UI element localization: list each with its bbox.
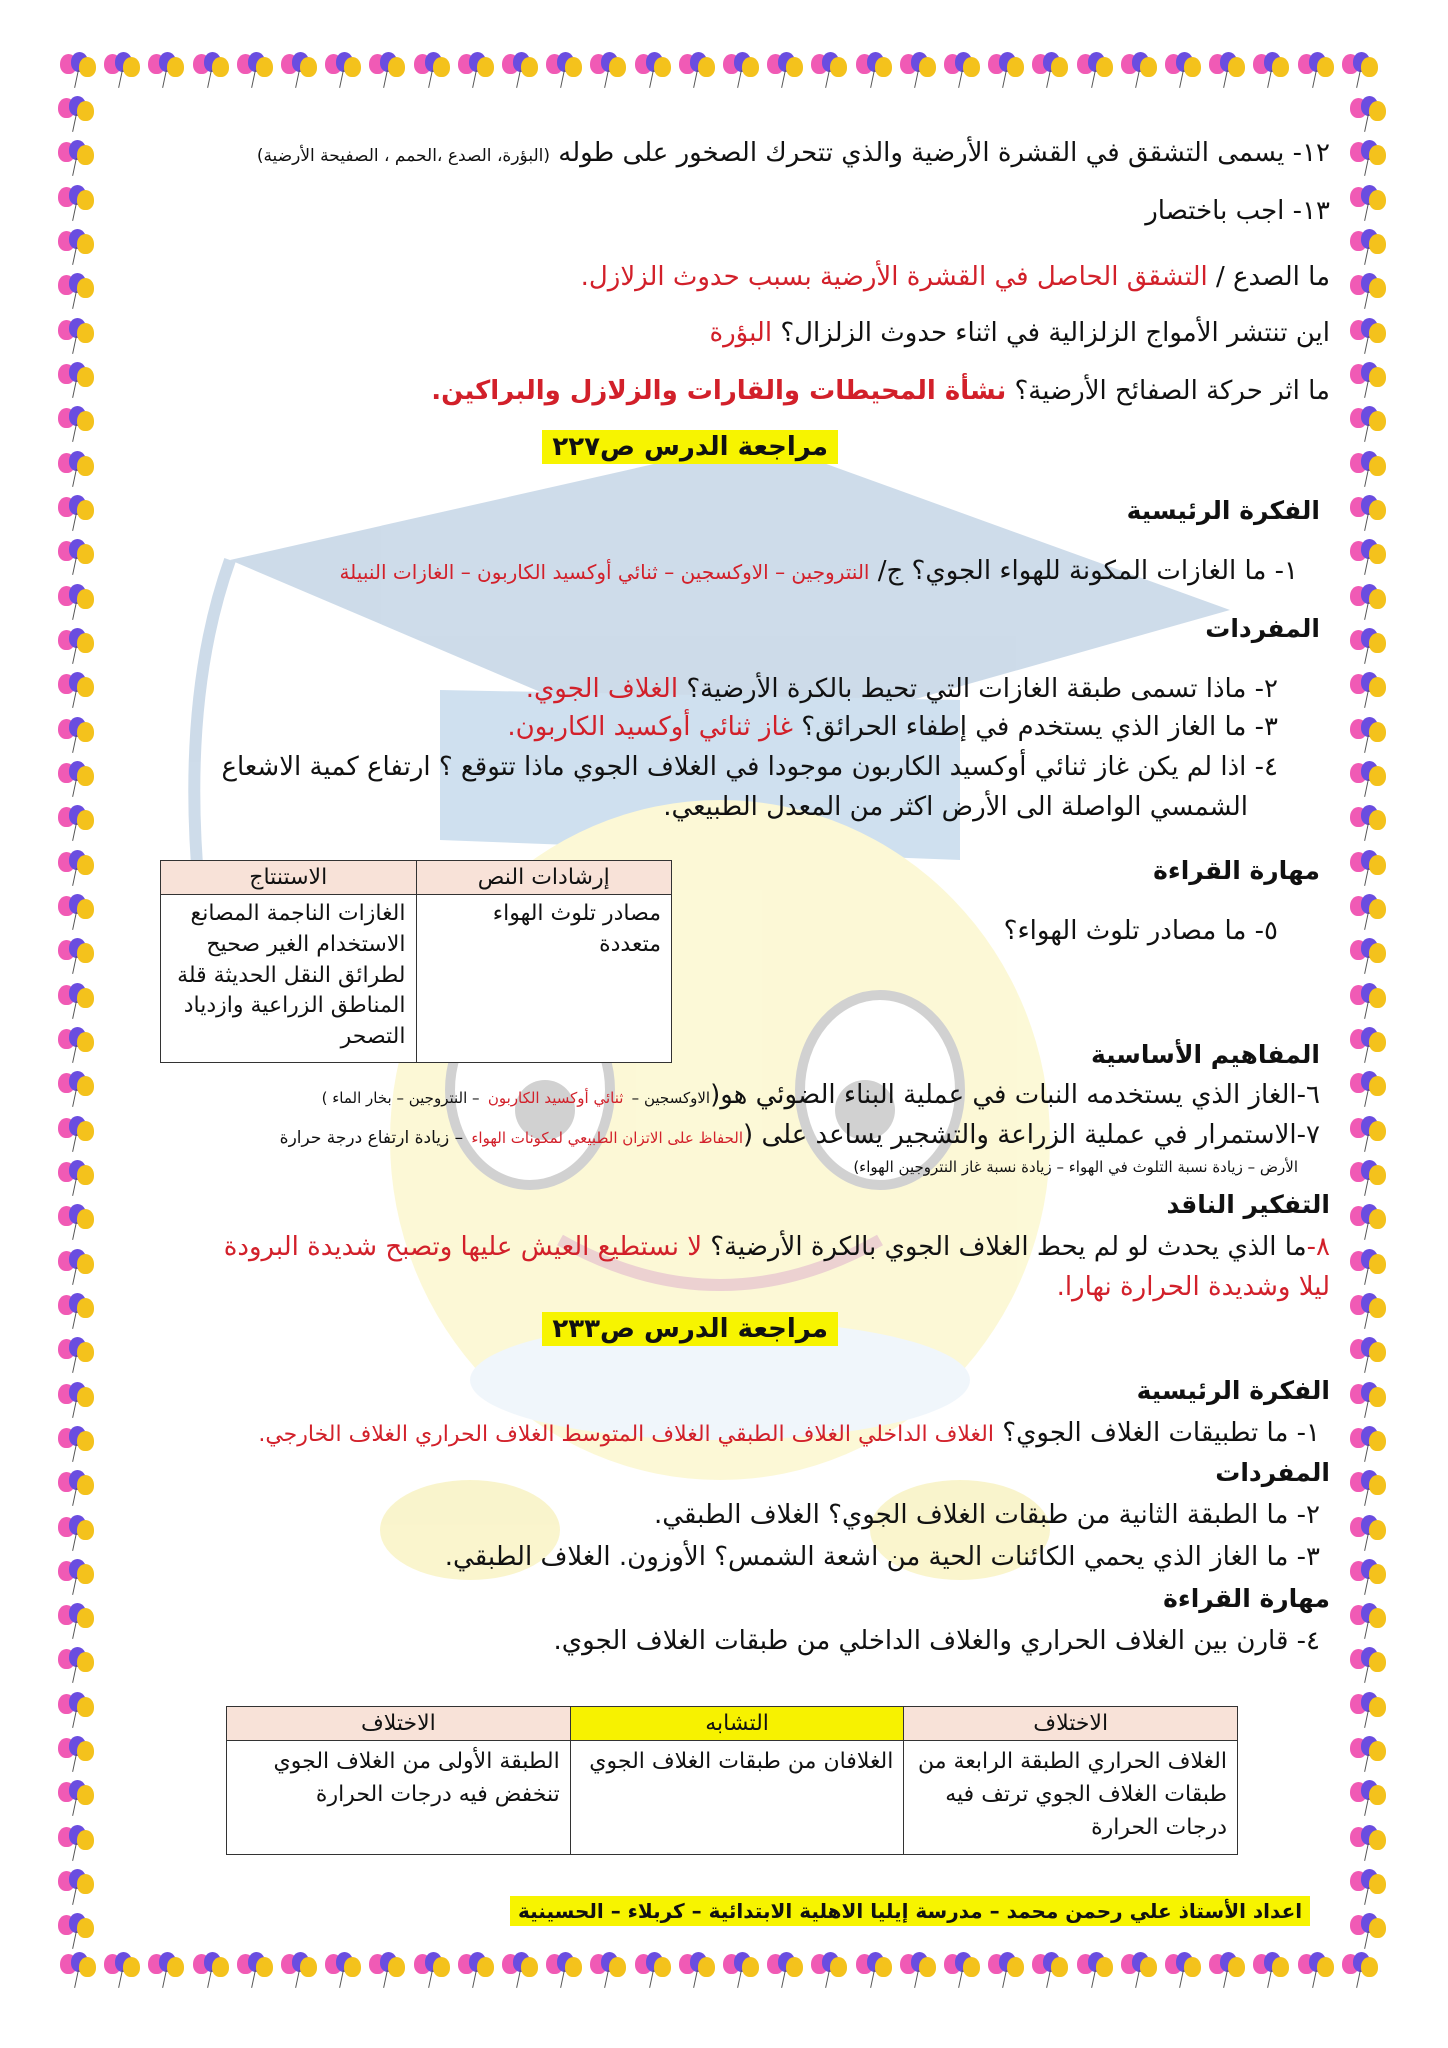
review2-q3: ٣- ما الغاز الذي يحمي الكائنات الحية من اشعة الشمس؟ الأوزون. الغلاف الطبقي.	[444, 1542, 1320, 1572]
review1-q3: ٣- ما الغاز الذي يستخدم في إطفاء الحرائق؟ غاز ثنائي أوكسيد الكاربون.	[507, 712, 1278, 742]
vocab-heading-2: المفردات	[1215, 1458, 1330, 1487]
table-header: الاختلاف	[904, 1707, 1238, 1741]
review1-q6: ٦-الغاز الذي يستخدمه النبات في عملية البناء الضوئي هو(الاوكسجين – ثنائي أوكسيد الكاربون – النتروجين – بخار الماء )	[321, 1080, 1320, 1110]
reading-heading-2: مهارة القراءة	[1163, 1584, 1330, 1613]
review1-q8: ٨-ما الذي يحدث لو لم يحط الغلاف الجوي بالكرة الأرضية؟ لا نستطيع العيش عليها وتصبح شديدة البرودة	[223, 1232, 1330, 1262]
review1-q7: ٧-الاستمرار في عملية الزراعة والتشجير يساعد على (الحفاظ على الاتزان الطبيعي لمكونات الهواء – زيادة ارتفاع درجة حرارة	[279, 1120, 1320, 1150]
table-cell: الطبقة الأولى من الغلاف الجوي تنخفض فيه درجات الحرارة	[227, 1741, 571, 1855]
review1-q4-line2: الشمسي الواصلة الى الأرض اكثر من المعدل الطبيعي.	[663, 792, 1248, 822]
concepts-heading: المفاهيم الأساسية	[1090, 1040, 1320, 1069]
review2-q1: ١- ما تطبيقات الغلاف الجوي؟ الغلاف الداخلي الغلاف الطبقي الغلاف المتوسط الغلاف الحراري الغلاف الخارجي.	[258, 1418, 1320, 1448]
review-227-title: مراجعة الدرس ص٢٢٧	[542, 432, 838, 462]
table-cell: الغلاف الحراري الطبقة الرابعة من طبقات الغلاف الجوي ترتف فيه درجات الحرارة	[904, 1741, 1238, 1855]
review1-q4-line1: ٤- اذا لم يكن غاز ثنائي أوكسيد الكاربون موجودا في الغلاف الجوي ماذا تتوقع ؟ ارتفاع كمية الاشعاع	[221, 752, 1278, 782]
table-header: الاختلاف	[227, 1707, 571, 1741]
table-header: الاستنتاج	[161, 861, 417, 895]
table-header: إرشادات النص	[416, 861, 672, 895]
review1-q5: ٥- ما مصادر تلوث الهواء؟	[1003, 916, 1278, 946]
review1-q1: ١- ما الغازات المكونة للهواء الجوي؟ ج/ النتروجين – الاوكسجين – ثنائي أوكسيد الكاربون – الغازات النبيلة	[339, 556, 1298, 586]
review2-q2: ٢- ما الطبقة الثانية من طبقات الغلاف الجوي؟ الغلاف الطبقي.	[654, 1500, 1320, 1530]
reading-heading: مهارة القراءة	[1153, 856, 1320, 885]
vocab-heading: المفردات	[1205, 614, 1320, 643]
question-13b: اين تنتشر الأمواج الزلزالية في اثناء حدوث الزلزال؟ البؤرة	[709, 318, 1330, 348]
table-cell: مصادر تلوث الهواء متعددة	[416, 895, 672, 1063]
question-13-title: ١٣- اجب باختصار	[1145, 196, 1330, 226]
table-cell: الغلافان من طبقات الغلاف الجوي	[570, 1741, 904, 1855]
footer-credit: اعداد الأستاذ علي رحمن محمد – مدرسة إيليا الاهلية الابتدائية – كربلاء – الحسينية	[510, 1896, 1310, 1926]
table-header: التشابه	[570, 1707, 904, 1741]
air-pollution-table	[160, 860, 672, 1063]
review1-q2: ٢- ماذا تسمى طبقة الغازات التي تحيط بالكرة الأرضية؟ الغلاف الجوي.	[525, 674, 1278, 704]
main-idea-heading: الفكرة الرئيسية	[1126, 496, 1320, 525]
review2-q4: ٤- قارن بين الغلاف الحراري والغلاف الداخلي من طبقات الغلاف الجوي.	[553, 1626, 1320, 1656]
review1-q8-answer2: ليلا وشديدة الحرارة نهارا.	[1056, 1272, 1330, 1302]
table-cell: الغازات الناجمة المصانع الاستخدام الغير صحيح لطرائق النقل الحديثة قلة المناطق الزراعية وازدياد التصحر	[161, 895, 417, 1063]
question-13c: ما اثر حركة الصفائح الأرضية؟ نشأة المحيطات والقارات والزلازل والبراكين.	[431, 376, 1330, 406]
review-233-title: مراجعة الدرس ص٢٣٣	[542, 1314, 838, 1344]
question-12: ١٢- يسمى التشقق في القشرة الأرضية والذي تتحرك الصخور على طوله (البؤرة، الصدع ،الحمم ، الصفيحة الأرضية)	[256, 138, 1330, 168]
question-13a: ما الصدع / التشقق الحاصل في القشرة الأرضية بسبب حدوث الزلازل.	[580, 262, 1330, 292]
critical-thinking-heading: التفكير الناقد	[1166, 1190, 1330, 1219]
main-idea-heading-2: الفكرة الرئيسية	[1136, 1376, 1330, 1405]
atmosphere-comparison-table	[226, 1706, 1238, 1855]
review1-q7-line2: الأرض – زيادة نسبة التلوث في الهواء – زيادة نسبة غاز النتروجين الهواء)	[853, 1158, 1298, 1176]
